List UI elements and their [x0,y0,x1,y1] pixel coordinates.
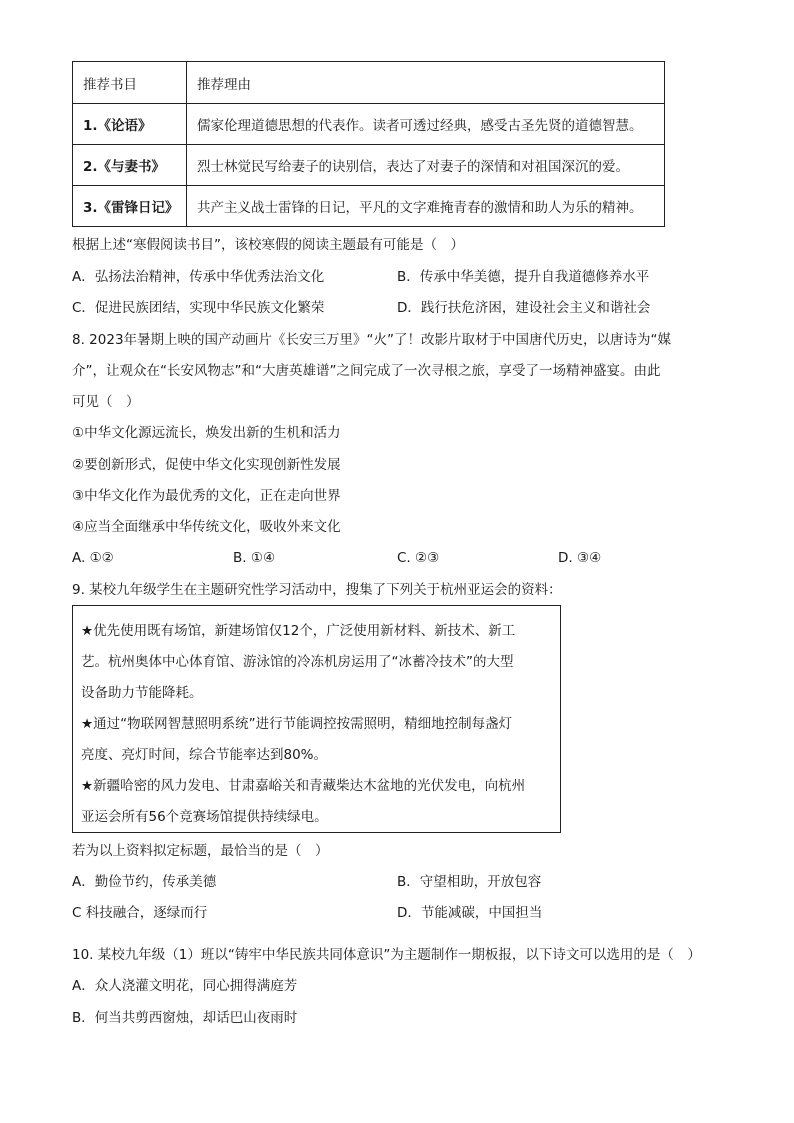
table-cell-book: 1.《论语》 [73,104,187,145]
table-header-row [73,62,665,104]
q9-question: 若为以上资料拟定标题，最恰当的是（ ） [72,843,329,859]
reading-list-table [72,61,665,227]
q9-option-c: C 科技融合，逐绿而行 [72,905,208,921]
table-row [73,186,665,227]
table-row [73,104,665,145]
q9-material-box [72,605,561,833]
q8-statement: ③中华文化作为最优秀的文化，正在走向世界 [72,488,341,504]
q8-stem-line: 8. 2023年暑期上映的国产动画片《长安三万里》“火”了！改影片取材于中国唐代历史，以唐诗为“媒 [72,332,672,348]
material-line: 艺。杭州奥体中心体育馆、游泳馆的冷冻机房运用了“冰蓄冷技术”的大型 [81,654,514,670]
material-line: 亮度、亮灯时间，综合节能率达到80%。 [81,747,328,763]
table-cell-book: 3.《雷锋日记》 [73,186,187,227]
material-line: ★新疆哈密的风力发电、甘肃嘉峪关和青藏柴达木盆地的光伏发电，向杭州 [81,778,526,794]
q8-stem-line: 可见（ ） [72,394,140,410]
q8-option-a: A. ①② [72,550,114,566]
q10-option-b: B．何当共剪西窗烛，却话巴山夜雨时 [72,1010,298,1026]
q7-option-d: D．践行扶危济困，建设社会主义和谐社会 [397,300,651,316]
q10-stem: 10. 某校九年级（1）班以“铸牢中华民族共同体意识”为主题制作一期板报，以下诗文可以选用的是（ ） [72,947,701,963]
q7-stem: 根据上述“寒假阅读书目”，该校寒假的阅读主题最有可能是（ ） [72,237,464,253]
table-cell-book: 2.《与妻书》 [73,145,187,186]
q7-option-c: C．促进民族团结，实现中华民族文化繁荣 [72,300,325,316]
table-cell-reason: 烈士林觉民写给妻子的诀别信，表达了对妻子的深情和对祖国深沉的爱。 [187,145,665,186]
q9-stem: 9. 某校九年级学生在主题研究性学习活动中，搜集了下列关于杭州亚运会的资料： [72,582,562,598]
q7-option-a: A．弘扬法治精神，传承中华优秀法治文化 [72,269,325,285]
material-line: 设备助力节能降耗。 [81,685,203,701]
q8-statement: ①中华文化源远流长，焕发出新的生机和活力 [72,425,341,441]
table-header-cell: 推荐理由 [187,62,665,104]
material-line: 亚运会所有56个竞赛场馆提供持续绿电。 [81,809,328,825]
q9-option-b: B．守望相助，开放包容 [397,874,542,890]
q7-option-b: B．传承中华美德，提升自我道德修养水平 [397,269,650,285]
table-cell-reason: 共产主义战士雷锋的日记，平凡的文字难掩青春的激情和助人为乐的精神。 [187,186,665,227]
q8-statement: ④应当全面继承中华传统文化，吸收外来文化 [72,519,341,535]
material-line: ★通过“物联网智慧照明系统”进行节能调控按需照明，精细地控制每盏灯 [81,716,513,732]
q8-option-d: D. ③④ [558,550,602,566]
q8-stem-line: 介”，让观众在“长安风物志”和“大唐英雄谱”之间完成了一次寻根之旅，享受了一场精神盛宴。由此 [72,363,661,379]
table-cell-reason: 儒家伦理道德思想的代表作。读者可透过经典，感受古圣先贤的道德智慧。 [187,104,665,145]
q9-option-d: D．节能减碳，中国担当 [397,905,543,921]
q8-statement: ②要创新形式，促使中华文化实现创新性发展 [72,457,341,473]
material-line: ★优先使用既有场馆，新建场馆仅12个，广泛使用新材料、新技术、新工 [81,623,516,639]
q8-option-b: B. ①④ [233,550,276,566]
table-row [73,145,665,186]
table-header-cell: 推荐书目 [73,62,187,104]
q10-option-a: A．众人浇灌文明花，同心拥得满庭芳 [72,978,298,994]
q8-option-c: C. ②③ [397,550,440,566]
q9-option-a: A．勤俭节约，传承美德 [72,874,217,890]
